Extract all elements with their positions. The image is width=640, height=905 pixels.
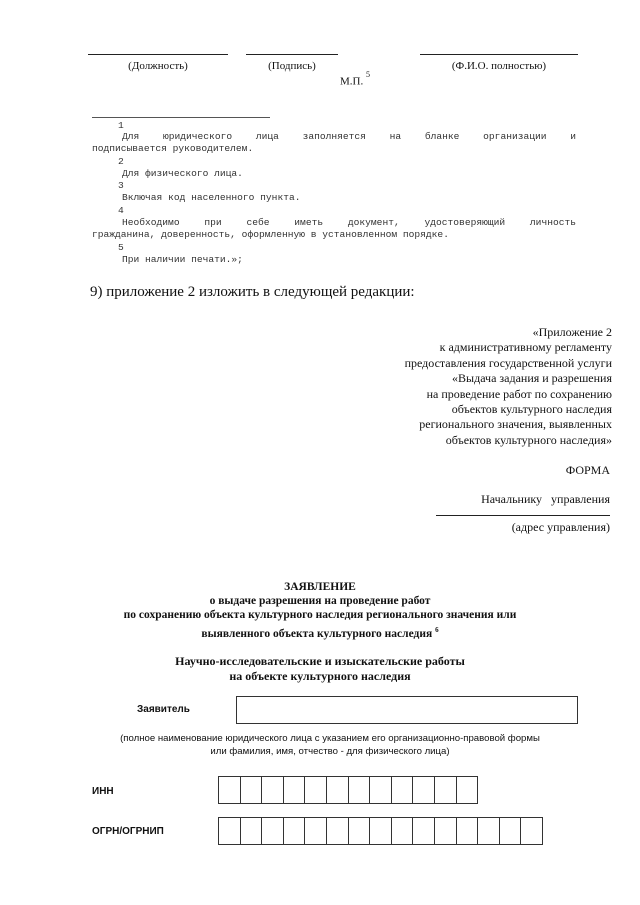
- form-label: ФОРМА: [565, 463, 610, 477]
- ogrn-digit-cell[interactable]: [304, 817, 327, 845]
- footnote-text: Для физического лица.: [122, 168, 243, 179]
- subtitle-line: Научно-исследовательские и изыскательские работы: [175, 654, 465, 668]
- inn-digit-cell[interactable]: [261, 776, 284, 804]
- footnote-separator: [92, 117, 270, 118]
- footnote-text: гражданина, доверенность, оформленную в установленном порядке.: [92, 229, 449, 240]
- footnote-text: При наличии печати.»;: [122, 254, 243, 265]
- footnote-number: 2: [118, 156, 124, 167]
- inn-digit-cell[interactable]: [283, 776, 306, 804]
- annex-header: [332, 325, 612, 448]
- title-line: о выдаче разрешения на проведение работ: [209, 595, 431, 608]
- annex-line: к административному регламенту: [439, 340, 612, 355]
- inn-label: ИНН: [92, 786, 114, 797]
- ogrn-digit-cell[interactable]: [391, 817, 414, 845]
- ogrn-digit-cell[interactable]: [283, 817, 306, 845]
- annex-line: «Выдача задания и разрешения: [452, 371, 612, 386]
- footnote-number: 1: [118, 120, 124, 131]
- position-line: [88, 54, 228, 55]
- ogrn-digit-cell[interactable]: [218, 817, 241, 845]
- fullname-label: (Ф.И.О. полностью): [451, 60, 547, 72]
- signature-line: [246, 54, 338, 55]
- inn-digit-cell[interactable]: [240, 776, 263, 804]
- ogrn-cells: [218, 817, 543, 845]
- stamp-label: М.П. $^5$: [340, 70, 370, 88]
- ogrn-digit-cell[interactable]: [434, 817, 457, 845]
- applicant-hint-line: (полное наименование юридического лица с указанием его организационно-правовой формы: [120, 733, 540, 744]
- ogrn-digit-cell[interactable]: [240, 817, 263, 845]
- inn-digit-cell[interactable]: [218, 776, 241, 804]
- ogrn-digit-cell[interactable]: [477, 817, 500, 845]
- signature-label: (Подпись): [268, 60, 316, 72]
- address-hint: (адрес управления): [511, 520, 610, 534]
- inn-digit-cell[interactable]: [412, 776, 435, 804]
- footnote-text: Включая код населенного пункта.: [122, 192, 301, 203]
- title-line: выявленного объекта культурного наследия $^6$: [201, 625, 439, 640]
- ogrn-digit-cell[interactable]: [369, 817, 392, 845]
- inn-digit-cell[interactable]: [434, 776, 457, 804]
- annex-line: на проведение работ по сохранению: [426, 386, 612, 401]
- inn-digit-cell[interactable]: [304, 776, 327, 804]
- applicant-hint: [80, 732, 580, 758]
- amendment-paragraph: 9) приложение 2 изложить в следующей редакции:: [90, 284, 415, 300]
- footnote-number: 5: [118, 242, 124, 253]
- annex-line: объектов культурного наследия»: [445, 432, 612, 447]
- ogrn-digit-cell[interactable]: [326, 817, 349, 845]
- applicant-value: [237, 697, 577, 709]
- annex-line: объектов культурного наследия: [451, 402, 612, 417]
- inn-digit-cell[interactable]: [369, 776, 392, 804]
- footnote-number: 4: [118, 205, 124, 216]
- inn-digit-cell[interactable]: [326, 776, 349, 804]
- inn-digit-cell[interactable]: [391, 776, 414, 804]
- addressee-line: [436, 515, 610, 516]
- footnote-text: подписывается руководителем.: [92, 143, 254, 154]
- annex-line: «Приложение 2: [532, 325, 612, 339]
- ogrn-digit-cell[interactable]: [412, 817, 435, 845]
- fullname-line: [420, 54, 578, 55]
- inn-digit-cell[interactable]: [348, 776, 371, 804]
- applicant-hint-line: или фамилия, имя, отчество - для физического лица): [210, 746, 450, 757]
- subtitle-line: на объекте культурного наследия: [229, 669, 411, 683]
- applicant-label: Заявитель: [137, 704, 190, 715]
- ogrn-digit-cell[interactable]: [261, 817, 284, 845]
- ogrn-digit-cell[interactable]: [348, 817, 371, 845]
- addressee-to: Начальнику управления: [481, 492, 610, 506]
- inn-cells: [218, 776, 478, 804]
- ogrn-digit-cell[interactable]: [499, 817, 522, 845]
- footnote-number: 3: [118, 180, 124, 191]
- document-title: [80, 580, 560, 641]
- document-subtitle: [80, 654, 560, 684]
- ogrn-label: ОГРН/ОГРНИП: [92, 826, 164, 837]
- title-line: по сохранению объекта культурного наследия регионального значения или: [123, 609, 517, 622]
- annex-line: предоставления государственной услуги: [404, 355, 612, 370]
- footnote-text: Необходимо при себе иметь документ, удостоверяющий личность: [122, 217, 576, 228]
- annex-line: регионального значения, выявленных: [419, 417, 612, 432]
- inn-digit-cell[interactable]: [456, 776, 479, 804]
- ogrn-digit-cell[interactable]: [520, 817, 543, 845]
- title-main: ЗАЯВЛЕНИЕ: [284, 581, 356, 593]
- ogrn-digit-cell[interactable]: [456, 817, 479, 845]
- applicant-field[interactable]: [236, 696, 578, 724]
- footnote-text: Для юридического лица заполняется на бланке организации и: [122, 131, 576, 142]
- position-label: (Должность): [128, 60, 188, 72]
